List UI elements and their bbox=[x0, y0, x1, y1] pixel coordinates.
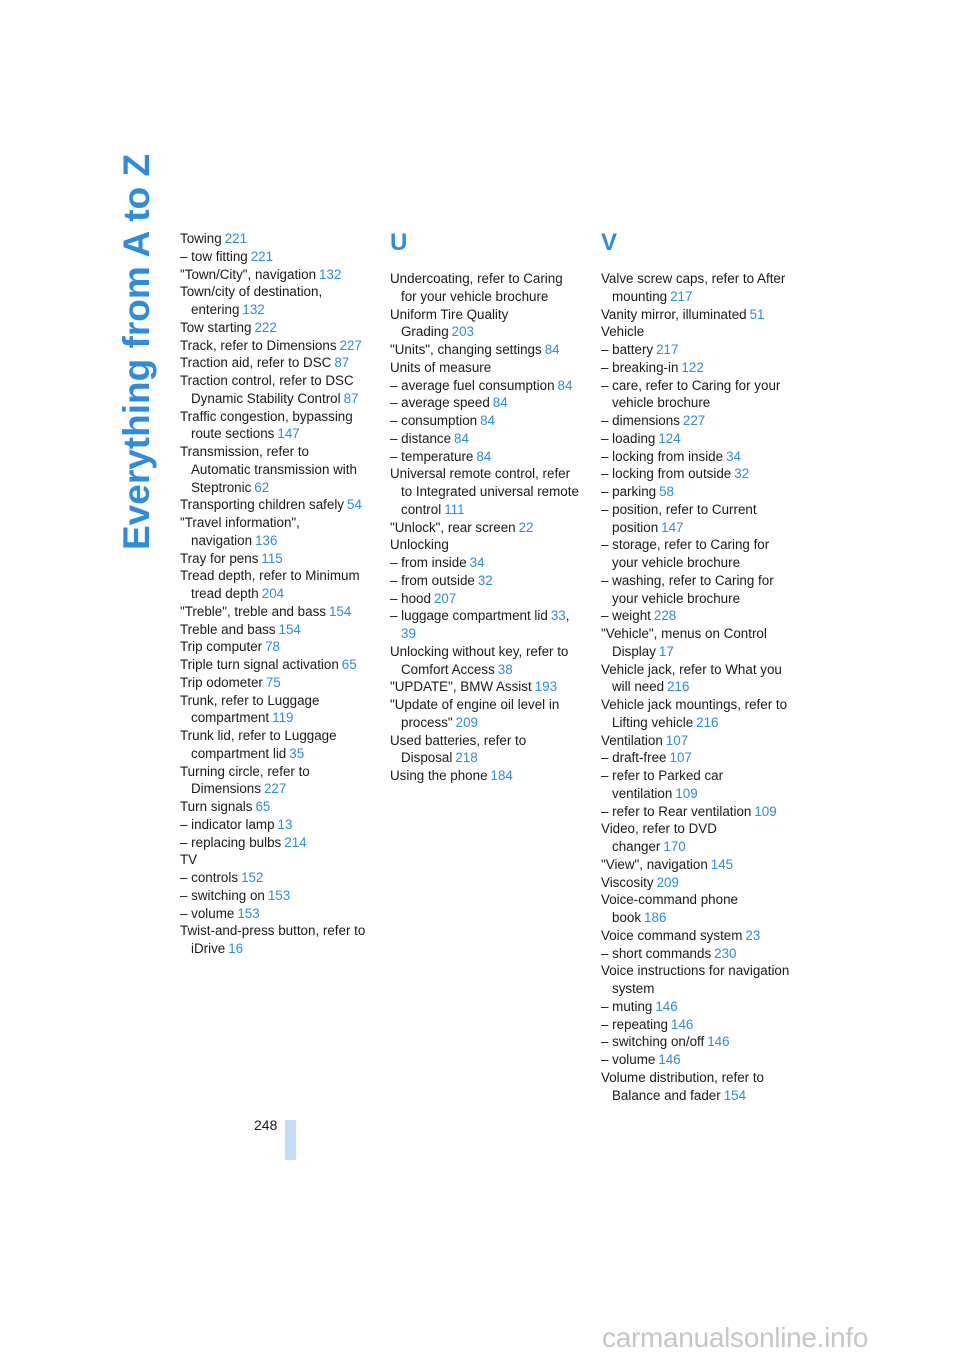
page-reference-link[interactable]: 87 bbox=[334, 355, 350, 371]
page-reference-link[interactable]: 34 bbox=[469, 555, 485, 570]
index-entry bbox=[180, 408, 370, 444]
index-entries-v bbox=[601, 270, 791, 1104]
index-entry-text: – breaking-in bbox=[601, 359, 679, 375]
index-entry-text: Transmission, refer to Automatic transmission with Steptronic bbox=[180, 444, 357, 495]
index-entry bbox=[601, 998, 791, 1016]
index-entry bbox=[601, 607, 791, 625]
index-entry-text: "Town/City", navigation bbox=[180, 266, 317, 282]
index-entry-text: – distance bbox=[390, 430, 452, 446]
index-entry-text: Turning circle, refer to Dimensions bbox=[180, 763, 310, 797]
page-reference-link[interactable]: 23 bbox=[745, 927, 761, 943]
page-reference-link[interactable]: 218 bbox=[455, 750, 478, 766]
page-reference-link[interactable]: 39 bbox=[401, 626, 416, 641]
index-entry bbox=[390, 412, 580, 430]
index-entry-text: – average speed bbox=[390, 395, 490, 411]
page-reference-link[interactable]: 17 bbox=[658, 643, 674, 659]
index-entry-text: Using the phone bbox=[390, 768, 488, 783]
index-entry-text: – tow fitting bbox=[180, 248, 248, 264]
index-entry-text: Undercoating, refer to Caring for your vehicle brochure bbox=[390, 271, 563, 304]
index-entry bbox=[601, 359, 791, 377]
page-reference-link[interactable]: 152 bbox=[241, 870, 264, 885]
page-reference-link[interactable]: 51 bbox=[749, 306, 765, 322]
index-entry bbox=[390, 696, 580, 732]
page-reference-link[interactable]: 227 bbox=[682, 413, 706, 428]
index-entry bbox=[180, 727, 370, 763]
page-separator: , bbox=[565, 608, 570, 624]
index-entry bbox=[601, 767, 791, 803]
index-entry-text: – draft-free bbox=[601, 750, 667, 766]
index-entry-text: Transporting children safely bbox=[180, 497, 344, 513]
page-marker-bar bbox=[285, 1120, 296, 1160]
index-entry bbox=[180, 443, 370, 496]
page-reference-link[interactable]: 132 bbox=[242, 302, 265, 317]
page-reference-link[interactable]: 84 bbox=[557, 377, 573, 393]
index-entry bbox=[180, 851, 370, 869]
page-reference-link[interactable]: 146 bbox=[655, 998, 678, 1014]
index-entry bbox=[601, 501, 791, 537]
page-reference-link[interactable]: 153 bbox=[237, 905, 260, 921]
index-entry bbox=[390, 732, 580, 768]
page-reference-link[interactable]: 147 bbox=[277, 426, 300, 442]
index-entry bbox=[601, 341, 791, 359]
page-reference-link[interactable]: 62 bbox=[254, 479, 270, 495]
page-reference-link[interactable]: 84 bbox=[544, 342, 560, 357]
index-entry bbox=[180, 354, 370, 372]
index-entry bbox=[390, 377, 580, 395]
page-reference-link[interactable]: 146 bbox=[671, 1016, 694, 1032]
index-entry-text: "Unlock", rear screen bbox=[390, 519, 516, 535]
page-reference-link[interactable]: 35 bbox=[289, 745, 305, 761]
page-reference-link[interactable]: 214 bbox=[284, 834, 307, 850]
index-entries-u bbox=[390, 270, 580, 785]
index-entry bbox=[390, 678, 580, 696]
index-entry bbox=[601, 962, 791, 998]
index-entry-text: – controls bbox=[180, 870, 239, 885]
page-reference-link[interactable]: 207 bbox=[433, 590, 457, 606]
index-entry bbox=[180, 248, 370, 266]
index-entry-text: – care, refer to Caring for your vehicle brochure bbox=[601, 377, 781, 411]
page-reference-link[interactable]: 78 bbox=[265, 639, 281, 655]
index-entry bbox=[180, 337, 370, 355]
index-entry-text: – washing, refer to Caring for your vehicle brochure bbox=[601, 572, 774, 606]
page-reference-link[interactable]: 84 bbox=[476, 448, 492, 464]
index-entry-text: Vehicle jack, refer to What you will need bbox=[601, 661, 782, 695]
index-entry-text: – storage, refer to Caring for your vehicle brochure bbox=[601, 537, 770, 570]
index-entry-text: – from outside bbox=[390, 572, 475, 588]
page-reference-link[interactable]: 154 bbox=[328, 603, 352, 619]
index-entry-text: – consumption bbox=[390, 413, 478, 428]
page-reference-link[interactable]: 222 bbox=[254, 319, 277, 335]
index-entry-text: Trunk lid, refer to Luggage compartment lid bbox=[180, 728, 337, 761]
index-entry-text: Voice-command phone book bbox=[601, 892, 738, 925]
index-entry-text: – switching on bbox=[180, 887, 265, 903]
index-entry bbox=[180, 922, 370, 958]
index-entry bbox=[601, 661, 791, 697]
index-entry bbox=[601, 572, 791, 608]
page-reference-link[interactable]: 209 bbox=[455, 714, 478, 730]
index-entry-text: Trip odometer bbox=[180, 674, 263, 690]
index-entry bbox=[601, 1069, 791, 1105]
page-reference-link[interactable]: 124 bbox=[658, 430, 681, 446]
page-reference-link[interactable]: 203 bbox=[451, 324, 474, 340]
side-title: Everything from A to Z bbox=[116, 153, 157, 550]
index-entry-text: Triple turn signal activation bbox=[180, 657, 339, 672]
index-entry bbox=[390, 767, 580, 785]
page-reference-link[interactable]: 153 bbox=[267, 887, 291, 903]
page-reference-link[interactable]: 16 bbox=[228, 941, 244, 956]
index-entry bbox=[390, 536, 580, 554]
index-entry-text: Vehicle bbox=[601, 324, 645, 340]
page-reference-link[interactable]: 75 bbox=[265, 674, 281, 690]
index-entry bbox=[180, 496, 370, 514]
page-reference-link[interactable]: 216 bbox=[696, 714, 719, 730]
index-entry bbox=[390, 394, 580, 412]
page-reference-link[interactable]: 170 bbox=[663, 839, 686, 854]
index-entry bbox=[390, 359, 580, 377]
index-entry bbox=[390, 554, 580, 572]
index-entry-text: – dimensions bbox=[601, 413, 680, 428]
page-reference-link[interactable]: 221 bbox=[250, 248, 274, 264]
index-entry-text: Vanity mirror, illuminated bbox=[601, 306, 747, 322]
index-entry bbox=[390, 270, 580, 306]
page-reference-link[interactable]: 132 bbox=[319, 266, 342, 282]
index-entry bbox=[601, 306, 791, 324]
index-entry bbox=[601, 377, 791, 413]
index-entry bbox=[601, 874, 791, 892]
index-entry-text: "Vehicle", menus on Control Display bbox=[601, 626, 767, 659]
page-reference-link[interactable]: 109 bbox=[754, 803, 777, 819]
index-entry bbox=[180, 621, 370, 639]
page-reference-link[interactable]: 13 bbox=[277, 816, 293, 832]
index-entry bbox=[601, 732, 791, 750]
index-entry-text: "Travel information", navigation bbox=[180, 515, 300, 548]
page-reference-link[interactable]: 115 bbox=[261, 550, 283, 566]
watermark: carmanualsonline.info bbox=[602, 1322, 869, 1353]
page-reference-link[interactable]: 146 bbox=[658, 1052, 681, 1067]
index-entry-text: Units of measure bbox=[390, 359, 492, 375]
index-column-u bbox=[390, 230, 580, 785]
index-entry bbox=[180, 692, 370, 728]
index-entry bbox=[601, 891, 791, 927]
index-entry bbox=[601, 465, 791, 483]
index-entry bbox=[180, 638, 370, 656]
index-entry bbox=[180, 372, 370, 408]
page-reference-link[interactable]: 34 bbox=[726, 448, 741, 464]
index-entry bbox=[601, 483, 791, 501]
page-reference-link[interactable]: 204 bbox=[261, 586, 285, 601]
index-entry-text: Town/city of destination, entering bbox=[180, 284, 323, 317]
page-reference-link[interactable]: 32 bbox=[477, 572, 493, 588]
index-entry bbox=[390, 643, 580, 679]
index-entry-text: – short commands bbox=[601, 945, 712, 961]
page-reference-link[interactable]: 32 bbox=[734, 466, 750, 482]
page-reference-link[interactable]: 217 bbox=[656, 342, 679, 357]
page-reference-link[interactable]: 107 bbox=[665, 732, 689, 748]
index-entry bbox=[180, 834, 370, 852]
index-entry bbox=[601, 1016, 791, 1034]
index-entry-text: – locking from inside bbox=[601, 448, 724, 464]
index-entry-text: Treble and bass bbox=[180, 621, 276, 637]
index-entry-text: – switching on/off bbox=[601, 1034, 705, 1050]
index-entry bbox=[180, 603, 370, 621]
index-entry-text: Tread depth, refer to Minimum tread depth bbox=[180, 568, 360, 601]
index-entry-text: – battery bbox=[601, 342, 654, 357]
index-entry-text: Voice command system bbox=[601, 927, 743, 943]
section-letter-v: V bbox=[601, 229, 618, 256]
index-entry-text: – refer to Parked car ventilation bbox=[601, 768, 724, 801]
index-entry bbox=[180, 550, 370, 568]
page-reference-link[interactable]: 111 bbox=[444, 501, 465, 517]
index-entry-text: Trunk, refer to Luggage compartment bbox=[180, 692, 320, 726]
index-entry bbox=[601, 323, 791, 341]
index-entry-text: Viscosity bbox=[601, 874, 654, 890]
page-reference-link[interactable]: 65 bbox=[255, 799, 271, 814]
index-entry-text: – muting bbox=[601, 998, 653, 1014]
index-entry-text: Valve screw caps, refer to After mounting bbox=[601, 271, 786, 304]
index-entry bbox=[390, 572, 580, 590]
index-entry bbox=[601, 448, 791, 466]
index-entry-text: Voice instructions for navigation system bbox=[601, 963, 790, 996]
page-reference-link[interactable]: 146 bbox=[707, 1034, 730, 1050]
index-entry-text: – weight bbox=[601, 608, 651, 624]
page-reference-link[interactable]: 84 bbox=[480, 413, 495, 428]
index-entry-text: – volume bbox=[601, 1052, 656, 1067]
page-reference-link[interactable]: 22 bbox=[518, 519, 534, 535]
index-entry-text: Trip computer bbox=[180, 639, 263, 655]
index-entry bbox=[180, 869, 370, 887]
index-entry-text: "Update of engine oil level in process" bbox=[390, 697, 560, 730]
index-entry bbox=[601, 1051, 791, 1069]
index-entry bbox=[601, 749, 791, 767]
index-entry-text: – from inside bbox=[390, 555, 467, 570]
index-entry bbox=[390, 590, 580, 608]
index-entry bbox=[601, 820, 791, 856]
index-entry-text: Uniform Tire Quality Grading bbox=[390, 306, 509, 340]
page-reference-link[interactable]: 184 bbox=[490, 768, 513, 783]
page-reference-link[interactable]: 84 bbox=[454, 430, 469, 446]
index-entry-text: Unlocking without key, refer to Comfort Access bbox=[390, 643, 569, 677]
page-reference-link[interactable]: 154 bbox=[278, 621, 301, 637]
index-entry-text: Traffic congestion, bypassing route sections bbox=[180, 408, 353, 442]
index-entry bbox=[390, 306, 580, 342]
page-reference-link[interactable]: 84 bbox=[492, 395, 508, 411]
page-reference-link[interactable]: 227 bbox=[263, 781, 287, 797]
index-entry-text: Volume distribution, refer to Balance and fader bbox=[601, 1069, 765, 1103]
index-entry-text: – volume bbox=[180, 905, 235, 921]
index-entry-text: – temperature bbox=[390, 448, 474, 464]
index-entry-text: "UPDATE", BMW Assist bbox=[390, 679, 532, 695]
page-reference-link[interactable]: 154 bbox=[723, 1087, 747, 1103]
index-entry-text: – indicator lamp bbox=[180, 816, 275, 832]
index-entry-text: Traction aid, refer to DSC bbox=[180, 355, 332, 371]
page-reference-link[interactable]: 54 bbox=[347, 497, 362, 513]
index-entry-text: TV bbox=[180, 852, 198, 868]
page-reference-link[interactable]: 87 bbox=[343, 390, 359, 406]
index-entry bbox=[180, 763, 370, 799]
index-entry bbox=[390, 519, 580, 537]
index-entry-text: – parking bbox=[601, 484, 657, 499]
page-reference-link[interactable]: 209 bbox=[656, 874, 679, 890]
page-number: 248 bbox=[254, 1117, 278, 1133]
index-entry bbox=[601, 270, 791, 306]
page-reference-link[interactable]: 119 bbox=[272, 710, 294, 726]
index-entry-text: – hood bbox=[390, 590, 431, 606]
index-entry-text: Used batteries, refer to Disposal bbox=[390, 732, 527, 766]
index-entry-text: Vehicle jack mountings, refer to Lifting vehicle bbox=[601, 697, 788, 730]
index-entry bbox=[601, 430, 791, 448]
page-reference-link[interactable]: 216 bbox=[667, 679, 690, 695]
index-entry bbox=[601, 625, 791, 661]
page-reference-link[interactable]: 107 bbox=[669, 750, 692, 766]
index-entry bbox=[601, 856, 791, 874]
index-column-t bbox=[180, 230, 370, 958]
index-entry-text: – average fuel consumption bbox=[390, 377, 555, 393]
index-entry-text: Track, refer to Dimensions bbox=[180, 337, 337, 353]
index-entry bbox=[601, 803, 791, 821]
index-entry-text: Tow starting bbox=[180, 319, 252, 335]
index-entry-text: Twist-and-press button, refer to iDrive bbox=[180, 923, 366, 956]
index-entry bbox=[601, 696, 791, 732]
index-entry bbox=[601, 945, 791, 963]
index-entry bbox=[180, 656, 370, 674]
index-entry bbox=[180, 283, 370, 319]
index-entry-text: Unlocking bbox=[390, 537, 449, 553]
index-entry-text: "View", navigation bbox=[601, 856, 708, 872]
index-entry-text: Traction control, refer to DSC Dynamic Stability Control bbox=[180, 373, 354, 406]
index-entry bbox=[601, 927, 791, 945]
index-entry-text: – replacing bulbs bbox=[180, 834, 282, 850]
page-reference-link[interactable]: 228 bbox=[653, 608, 677, 624]
index-entry-text: Universal remote control, refer to Integrated universal remote control bbox=[390, 466, 579, 517]
index-entry-text: – position, refer to Current position bbox=[601, 501, 757, 535]
page-reference-link[interactable]: 145 bbox=[710, 856, 734, 872]
index-entry bbox=[180, 230, 370, 248]
page-reference-link[interactable]: 193 bbox=[534, 679, 558, 695]
index-entry-text: – repeating bbox=[601, 1016, 669, 1032]
index-entry-text: – refer to Rear ventilation bbox=[601, 803, 752, 819]
index-entry bbox=[601, 536, 791, 572]
index-entry-text: – loading bbox=[601, 430, 656, 446]
index-column-v bbox=[601, 230, 791, 1104]
index-entry bbox=[180, 887, 370, 905]
index-entry-text: Tray for pens bbox=[180, 550, 259, 566]
page-reference-link[interactable]: 136 bbox=[255, 532, 278, 548]
index-entry bbox=[601, 1033, 791, 1051]
index-entry bbox=[601, 412, 791, 430]
index-entry bbox=[180, 514, 370, 550]
index-entry-text: Video, refer to DVD changer bbox=[601, 821, 717, 854]
index-entry-text: Towing bbox=[180, 231, 222, 246]
page-reference-link[interactable]: 221 bbox=[224, 231, 248, 246]
index-entry bbox=[180, 266, 370, 284]
index-entry-text: – luggage compartment lid bbox=[390, 608, 548, 624]
index-entry bbox=[180, 674, 370, 692]
index-entry bbox=[180, 816, 370, 834]
index-entry bbox=[180, 798, 370, 816]
index-entry-text: "Units", changing settings bbox=[390, 342, 542, 357]
index-entry-text: Turn signals bbox=[180, 799, 253, 814]
page-reference-link[interactable]: 33 bbox=[550, 608, 566, 624]
page-reference-link[interactable]: 122 bbox=[681, 359, 704, 375]
page-reference-link[interactable]: 58 bbox=[659, 484, 674, 499]
section-letter-u: U bbox=[390, 229, 408, 256]
page-reference-link[interactable]: 65 bbox=[341, 657, 357, 672]
index-entry bbox=[180, 905, 370, 923]
page-reference-link[interactable]: 217 bbox=[670, 288, 693, 304]
page-reference-link[interactable]: 147 bbox=[661, 519, 684, 535]
page-reference-link[interactable]: 109 bbox=[675, 785, 698, 801]
index-entry bbox=[390, 448, 580, 466]
page-reference-link[interactable]: 227 bbox=[339, 337, 362, 353]
index-entry bbox=[180, 319, 370, 337]
index-entry bbox=[390, 430, 580, 448]
index-entry bbox=[390, 607, 580, 643]
index-entry-text: – locking from outside bbox=[601, 466, 732, 482]
index-entry bbox=[180, 567, 370, 603]
index-entry-text: "Treble", treble and bass bbox=[180, 603, 326, 619]
page-reference-link[interactable]: 186 bbox=[644, 910, 667, 925]
index-entry bbox=[390, 465, 580, 518]
page-reference-link[interactable]: 230 bbox=[714, 945, 737, 961]
index-entry bbox=[390, 341, 580, 359]
page-reference-link[interactable]: 38 bbox=[497, 661, 513, 677]
index-entry-text: Ventilation bbox=[601, 732, 663, 748]
